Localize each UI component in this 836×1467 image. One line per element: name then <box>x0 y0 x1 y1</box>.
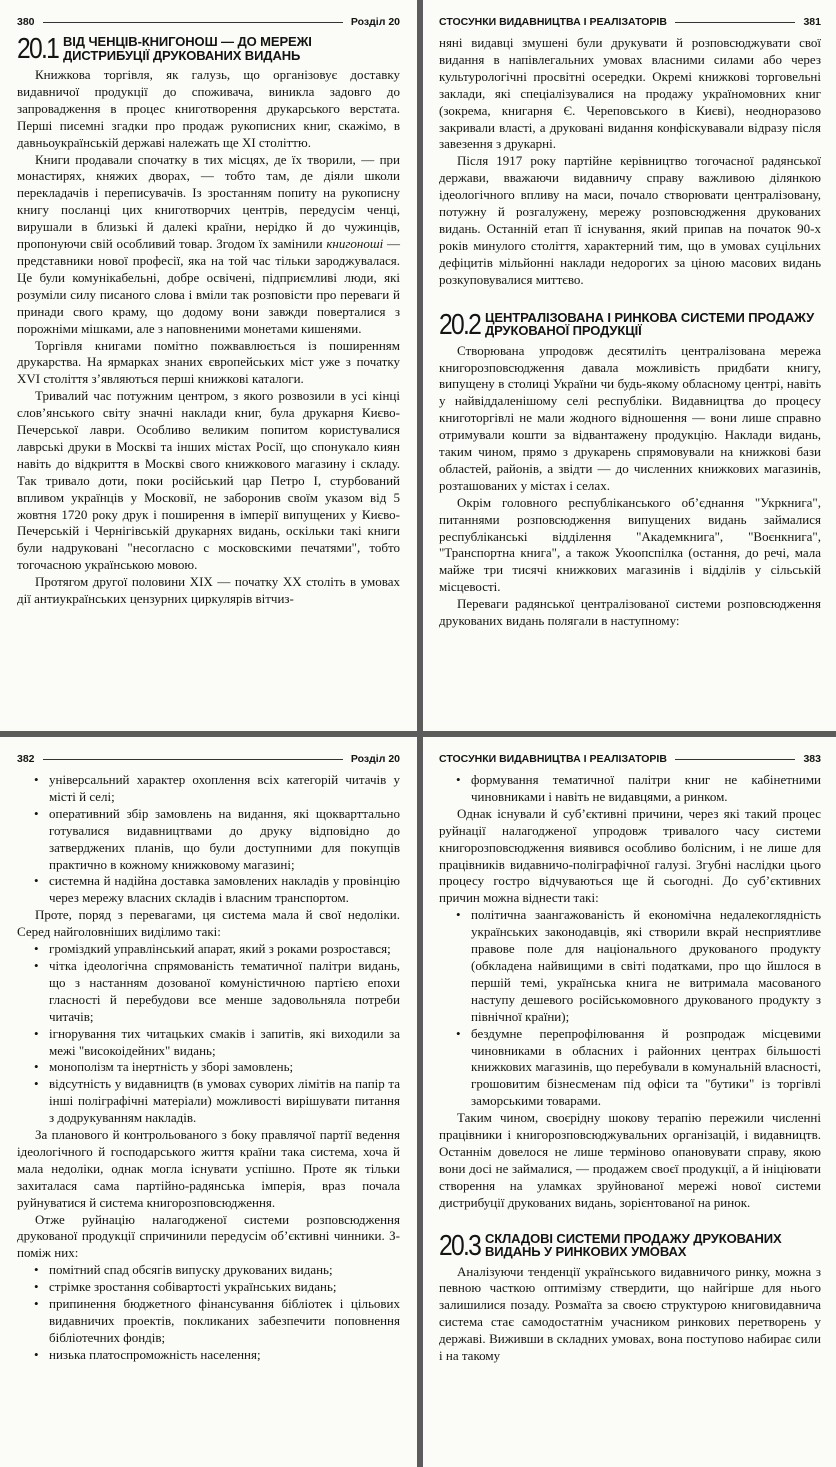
body-text <box>17 1127 400 1262</box>
list-item: • низька платоспроможність населення; <box>49 1347 400 1364</box>
page-number: 380 <box>17 16 35 28</box>
body-text <box>439 1110 821 1211</box>
paragraph: Аналізуючи тенденції українського видавничого ринку, можна з певною часткою оптимізму ствердити, що найгірше для нього залишилися позаду. Розмаїта за своєю структурою книговидавнича система стає самодостатнім учасником ринкових перетворень у державі. Виживши в складних умовах, вона поступово набирає сили і на такому <box>439 1263 821 1364</box>
bullet-list <box>17 1262 400 1363</box>
running-title: СТОСУНКИ ВИДАВНИЦТВА І РЕАЛІЗАТОРІВ <box>439 753 667 765</box>
list-item: • стрімке зростання собівартості українських видань; <box>49 1279 400 1296</box>
list-item: • припинення бюджетного фінансування бібліотек і цільових видавничих проектів, покликаних забезпечити поповнення бібліотечних фондів; <box>49 1296 400 1347</box>
paragraph: Торгівля книгами помітно пожвавлюється із поширенням друкарства. На ярмарках знаних європейських міст уже з початку XVI століття з’являються перші книжкові каталоги. <box>17 337 400 387</box>
list-item: • помітний спад обсягів випуску друкованих видань; <box>49 1262 400 1279</box>
page-number: 383 <box>803 753 821 765</box>
section-number: 20.1 <box>17 33 59 65</box>
list-item: • відсутність у видавництв (в умовах суворих лімітів на папір та інші поліграфічні матеріали) можливості вирішувати питання з додрукуванням накладів. <box>49 1076 400 1127</box>
chapter-label: Розділ 20 <box>350 16 400 28</box>
page-number: 381 <box>803 16 821 28</box>
list-item: • ігнорування тих читацьких смаків і запитів, які виходили за межі "високоідейних" видань; <box>49 1026 400 1060</box>
header-rule <box>43 759 343 760</box>
bullet-list <box>439 907 821 1110</box>
paragraph: За планового й контрольованого з боку правлячої партії ведення ідеологічного й господарського життя країни така система, хоча й мала недоліки, однак могла існувати успішно. Проте як тільки захиталася сама партійно-радянська імперія, враз почала руйнуватися й система книгорозповсюдження. <box>17 1127 400 1210</box>
paragraph: Таким чином, своєрідну шокову терапію пережили численні працівники і книгорозповсюджувальних організацій, і видавництв. Останнім довелося не лише терміново опановувати справу, якою вони досі не займалися, — продажем своєї продукції, а й ініціювати створення на уламках зруйнованої мережі нової системи дистрибуції друкованих видань, зорієнтованої на ринок. <box>439 1110 821 1210</box>
running-title: СТОСУНКИ ВИДАВНИЦТВА І РЕАЛІЗАТОРІВ <box>439 16 667 28</box>
list-item: • чітка ідеологічна спрямованість тематичної палітри видань, що з настанням дозованої комуністичною партією епохи гласності й перебудови все менше задовольняла потреби читачів; <box>49 958 400 1026</box>
paragraph: Однак існували й суб’єктивні причини, через які такий процес руйнації налагодженої упродовж тривалого часу системи книгорозповсюдження виявився особливо болісним, і не лише для працівників видавничо-поліграфічної галузі. Згубні наслідки цього процесу гостро відчуваються ще й сьогодні. До суб’єктивних причин можна віднести такі: <box>439 805 821 906</box>
paragraph: Книжкова торгівля, як галузь, що організовує доставку видавничої продукції до споживача, виникла задовго до запровадження в процес книготворення друкарського верстата. Перші писемні згадки про продаж рукописних книг, скажімо, в давньоукраїнській державі належать ще XI століттю. <box>17 67 400 150</box>
paragraph: Переваги радянської централізованої системи розповсюдження друкованих видань полягали в наступному: <box>439 596 821 629</box>
paragraph: Створювана упродовж десятиліть централізована мережа книгорозповсюдження давала можливість придбати книгу, випущену в столиці України чи будь-якому обласному центрі, навіть у найвіддаленішому селі республіки. Видавництва до процесу книготоргівлі не мали жодного відношення — вони лише справно отримували кошти за відвантажену продукцію. Наклади видань, таким чином, прямо з друкарень спрямовували на книжкові бази областей, районів, а звідти — до численних книжкових магазинів, розташованих у містах і селах. <box>439 342 821 493</box>
list-item: • системна й надійна доставка замовлених накладів у провінцію через мережу власних складів і власним транспортом. <box>49 873 400 907</box>
section-number: 20.3 <box>439 1229 481 1262</box>
list-item: • бездумне перепрофілювання й розпродаж місцевими чиновниками в обласних і районних центрах більшості книжкових магазинів, що перебували в комунальній власності, грошовитим бізнесменам під офіси та "бутики" із торгівлі заморськими товарами. <box>471 1026 821 1111</box>
bullet-list <box>439 772 821 806</box>
list-item: • формування тематичної палітри книг не кабінетними чиновниками і навіть не видавцями, а ринком. <box>471 772 821 806</box>
running-header <box>439 15 821 29</box>
paragraph: Після 1917 року партійне керівництво тогочасної радянської держави, вважаючи видавничу справу важливою ділянкою ідеологічного впливу на маси, почало створювати централізовану, потужну й розгалужену, мережу розповсюдження друкованих видань. Останній етап її існування, який припав на початок 90-х років минулого століття, характерний тим, що в умовах суцільних дефіцитів мільйонні наклади недорогих за ціною масових видань розкуповувалися миттєво. <box>439 153 821 287</box>
body-text <box>439 806 821 907</box>
paragraph: Проте, поряд з перевагами, ця система мала й свої недоліки. Серед найголовніших виділимо такі: <box>17 907 400 940</box>
page-382 <box>0 737 417 1467</box>
section-title: ВІД ЧЕНЦІВ-КНИГОНОШ — ДО МЕРЕЖІ ДИСТРИБУЦІЇ ДРУКОВАНИХ ВИДАНЬ <box>63 34 312 63</box>
section-title: ЦЕНТРАЛІЗОВАНА І РИНКОВА СИСТЕМИ ПРОДАЖУ ДРУКОВАНОЇ ПРОДУКЦІЇ <box>485 309 815 339</box>
paragraph: Тривалий час потужним центром, з якого розвозили в усі кінці слов’янського світу значні наклади книг, була друкарня Києво-Печерської лаври. Особливо великим попитом користувалися лаврські друки в Москві та інших містах Росії, що спонукало киян навіть до відкриття в Москві свого книжкового магазину і складу. Так тривало доти, поки російський цар Петро І, стурбований впливом українців у Московії, не заборонив своїм указом від 5 жовтня 1720 року друк і поширення в імперії випущених у Києво-Печерській і Чернігівській друкарнях видань, оскільки такі книги були надруковані "несогласно с московскими печатями", тобто тогочасною українською мовою. <box>17 388 400 573</box>
page-380 <box>0 0 417 731</box>
bullet-list <box>17 772 400 907</box>
paragraph-fragment: — представники нової професії, яка на той час тільки зароджувалася. Це були комунікабельні, добре освічені, підприємливі люди, які розуміли силу писаного слова і вміли так розповісти про переваги й принади свого краму, що додому вони завжди поверталися з порожніми мішками, але з наповненими монетами кишенями. <box>17 236 400 336</box>
running-header <box>17 752 400 766</box>
header-rule <box>43 22 343 23</box>
list-item: • монополізм та інертність у зборі замовлень; <box>49 1059 400 1076</box>
header-rule <box>675 22 796 23</box>
section-heading <box>439 308 821 341</box>
section-title: СКЛАДОВІ СИСТЕМИ ПРОДАЖУ ДРУКОВАНИХ ВИДАНЬ У РИНКОВИХ УМОВАХ <box>485 1230 782 1260</box>
paragraph: Книги продавали спочатку в тих місцях, де їх творили, — при монастирях, княжих дворах, — тобто там, де діяли школи перекладачів і переписувачів. Із зростанням попиту на рукописну книгу посланці цих книготворчих центрів, передусім ченці, вирушали в близькі й далекі країни, нерідко й до чужинців, пропонуючи свій особливий товар. Згодом їх замінили книгоноші — представники нової професії, яка на той час тільки зароджувалася. Це були комунікабельні, добре освічені, підприємливі люди, які розуміли силу писаного слова і вміли так розповісти про переваги й принади свого краму, що додому вони завжди поверталися з порожніми мішками, але з наповненими монетами кишенями. <box>17 151 400 336</box>
running-header <box>17 15 400 29</box>
list-item: • громіздкий управлінський апарат, який з роками розростався; <box>49 941 400 958</box>
section-number: 20.2 <box>439 308 481 341</box>
list-item: • оперативний збір замовлень на видання, які щокварттально готувалися видавництвами до друку відповідно до затверджених планів, що були доступними для покупців практично в кожному книжковому магазині; <box>49 806 400 874</box>
paragraph: няні видавці змушені були друкувати й розповсюджувати свої видання в напівлегальних умовах власними силами або через культурологічні просвітні осередки. Окремі книжкові торговельні заклади, які спеціалізувалися на продажу україномовних книг (зокрема, книгарня Є. Череповського в Києві), неодноразово закривали власті, а друковані видання конфіскувавали відразу після завезення з друкарні. <box>439 35 821 152</box>
section-heading <box>439 1229 821 1262</box>
body-text <box>439 35 821 289</box>
body-text <box>439 343 821 630</box>
section-heading <box>17 35 400 63</box>
chapter-label: Розділ 20 <box>350 753 400 765</box>
paragraph: Протягом другої половини XIX — початку XX століть в умовах дії антиукраїнських цензурних циркулярів вітчиз- <box>17 574 400 607</box>
body-text <box>17 907 400 941</box>
body-text <box>439 1264 821 1365</box>
page-383 <box>423 737 836 1467</box>
emphasis-term: книгоноші <box>326 236 384 252</box>
list-item: • універсальний характер охоплення всіх категорій читачів у місті й селі; <box>49 772 400 806</box>
body-text <box>17 67 400 608</box>
page-number: 382 <box>17 753 35 765</box>
paragraph: Отже руйнацію налагодженої системи розповсюдження друкованої продукції спричинили передусім об’єктивні чинники. З-поміж них: <box>17 1211 400 1261</box>
paragraph-fragment: Згодом їх замінили <box>216 236 323 252</box>
running-header <box>439 752 821 766</box>
header-rule <box>675 759 796 760</box>
paragraph: Окрім головного республіканського об’єднання "Укркнига", питаннями розповсюдження випущених видань займалися республіканські відділення "Академкнига", "Воєнкнига", "Транспортна книга", а також Укоопспілка (остання, до речі, мала майже три тисячі книжкових магазинів і відділів у сільській місцевості. <box>439 494 821 595</box>
bullet-list <box>17 941 400 1127</box>
page-381 <box>423 0 836 731</box>
list-item: • політична заангажованість й економічна недалекоглядність українських законодавців, які створили вкрай несприятливе правове поле для національного друкованого продукту (обкладена найвищими в світі податками, про що йшлося в першій темі, українська книга не витримала масованого наступу дешевого російськомовного друкованого продукту з північної країни); <box>471 907 821 1025</box>
